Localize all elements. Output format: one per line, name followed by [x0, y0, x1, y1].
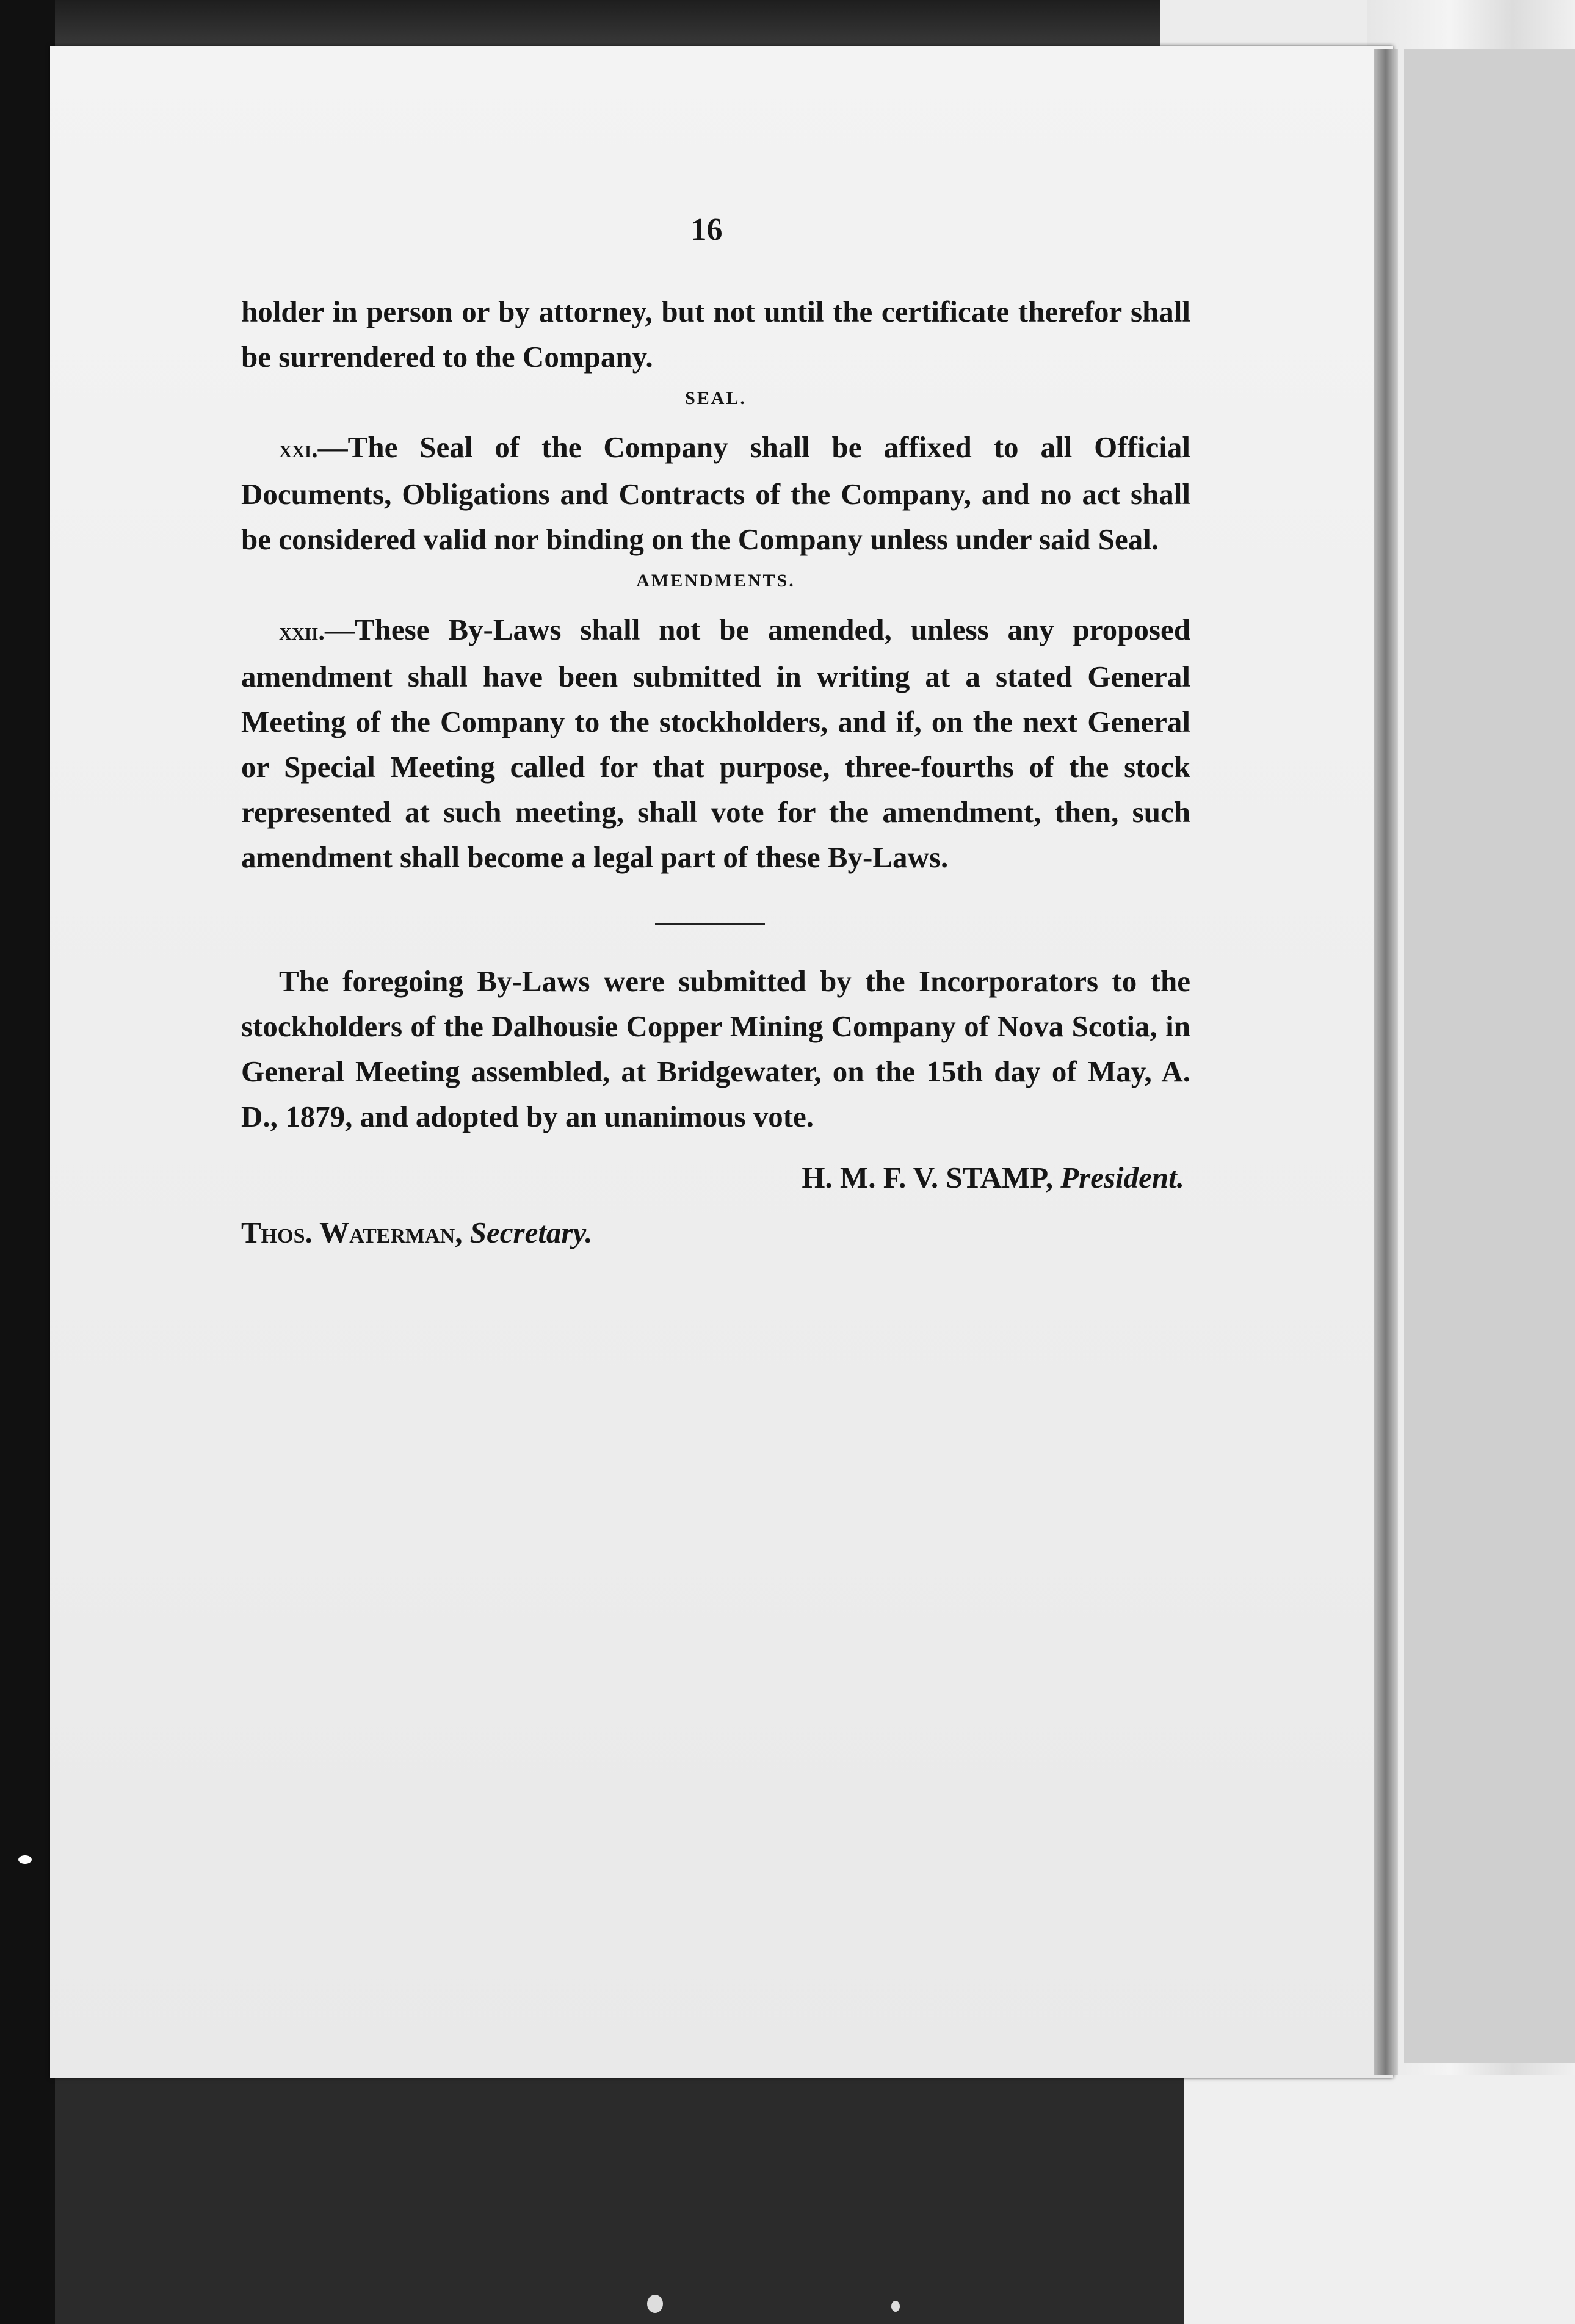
secretary-signature: [241, 1210, 1190, 1255]
closing-paragraph: The foregoing By-Laws were submitted by the Incorporators to the stockholders of the Dalhousie Copper Mining Company of Nova Scotia, in General Meeting assembled, at Bridgewater, on the 15th day of May, A. D., 1879, and adopted by an unanimous vote.: [241, 964, 1190, 1133]
seal-article-number: xxi.: [279, 435, 318, 463]
seal-heading: SEAL.: [685, 388, 747, 408]
page-number: 16: [690, 212, 723, 247]
scan-background-inner-page: [1404, 49, 1575, 2063]
seal-paragraph: [241, 425, 1190, 562]
president-name: H. M. F. V. STAMP,: [802, 1161, 1053, 1194]
page-text-block: [241, 208, 1190, 1255]
scan-speck: [647, 2295, 663, 2313]
scan-background-paper-bottom: [1184, 2075, 1575, 2324]
amendments-paragraph: [241, 607, 1190, 880]
scan-speck: [18, 1855, 32, 1864]
seal-article-text: —The Seal of the Company shall be affixed to all Official Documents, Obligations and Contracts of the Company, and no act shall be considered valid nor binding on the Company unless under said Seal.: [241, 430, 1190, 556]
section-divider-rule: [655, 923, 765, 925]
amendments-article-number: xxii.: [279, 618, 325, 646]
amendments-heading: AMENDMENTS.: [636, 571, 795, 591]
amendments-article-text: —These By-Laws shall not be amended, unless any proposed amendment shall have been submitted in writing at a stated General Meeting of the Company to the stockholders, and if, on the next General or Special Meeting called for that purpose, three-fourths of the stock represented at such meeting, shall vote for the amendment, then, such amendment shall become a legal part of these By-Laws.: [241, 613, 1190, 874]
secretary-name: Thos. Waterman,: [241, 1216, 463, 1249]
page-binding-edge: [1374, 49, 1398, 2075]
scan-background-left: [0, 0, 55, 2324]
president-title: President.: [1060, 1161, 1184, 1194]
carryover-paragraph: holder in person or by attorney, but not until the certificate therefor shall be surrendered to the Company.: [241, 295, 1190, 374]
scan-speck: [891, 2301, 900, 2312]
president-signature: [241, 1155, 1190, 1200]
secretary-title: Secretary.: [469, 1216, 593, 1249]
